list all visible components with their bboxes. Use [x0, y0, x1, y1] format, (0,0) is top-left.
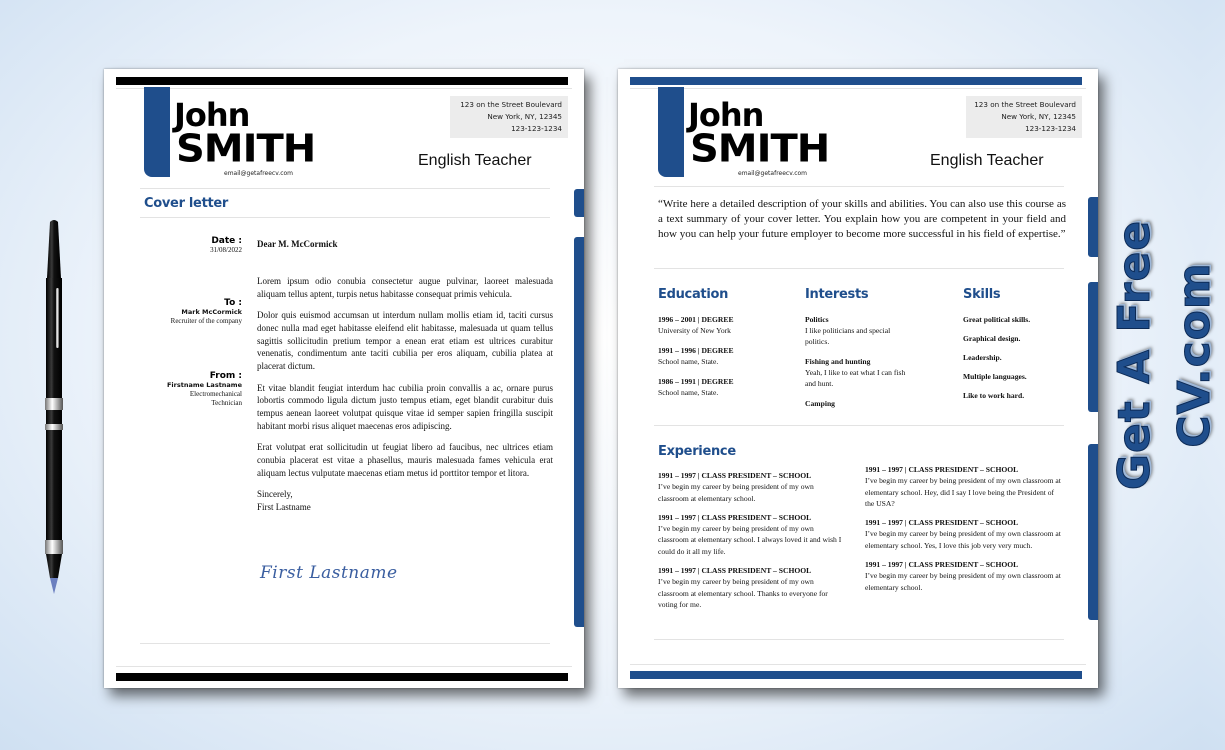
education-period: 1991 – 1996 | DEGREE: [658, 346, 734, 355]
from-role-line: Technician: [211, 399, 242, 407]
job-title: English Teacher: [930, 152, 1044, 169]
divider: [654, 268, 1064, 269]
list-item: [865, 517, 1065, 551]
experience-desc: I’ve begin my career by being president of my own classroom at elementary school. Yes, I love this job very very much.: [865, 529, 1061, 550]
experience-desc: I’ve begin my career by being president of my own classroom at elementary school.: [658, 482, 814, 503]
side-tab: [1088, 282, 1098, 412]
experience-desc: I’ve begin my career by being president of my own classroom at elementary school. Thanks to everyone for voting for me.: [658, 577, 828, 609]
cover-letter-page: [104, 69, 584, 688]
bottom-bar: [116, 673, 568, 681]
skills-list: [963, 314, 1073, 409]
side-tab: [1088, 444, 1098, 620]
list-item: [658, 565, 844, 610]
list-item: [658, 376, 788, 398]
paragraph: Dolor quis euismod accumsan ut interdum nullam mollis etiam id, taciti cursus donec nulla mad eget habitasse eleifend elit habitasse, malesuada ut quam tellus sagittis sollicitudin pretium tempor a enean erat etiam est ultrices curabitur venenatis, condimentum ante taciti cubilia per eros aliquam, cubilia platea at placerat dictum.: [257, 309, 553, 372]
accent-block: [144, 87, 170, 177]
education-place: University of New York: [658, 326, 731, 335]
side-tab: [574, 237, 584, 627]
from-name: Firstname Lastname: [166, 381, 242, 389]
accent-block: [658, 87, 684, 177]
from-label: From :: [209, 371, 242, 381]
email: email@getafreecv.com: [224, 170, 294, 177]
divider: [654, 639, 1064, 640]
to-block: [134, 298, 242, 326]
experience-desc: I’ve begin my career by being president of my own classroom at elementary school.: [865, 571, 1061, 592]
salutation: Dear M. McCormick: [257, 239, 338, 249]
list-item: [805, 356, 915, 389]
section-title-interests: Interests: [805, 287, 869, 302]
section-title-cover-letter: Cover letter: [144, 196, 229, 211]
divider: [630, 88, 1086, 89]
bottom-bar: [630, 671, 1082, 679]
side-tab: [574, 189, 584, 217]
summary: “Write here a detailed description of your skills and abilities. You can also use this course as a text summary of your cover letter. You explain how you are competent in your field and how you can help your future employer to become more successful in his field of expertise.”: [658, 198, 1066, 240]
address-box: [450, 96, 568, 138]
to-label: To :: [224, 298, 242, 308]
experience-title: 1991 – 1997 | CLASS PRESIDENT – SCHOOL: [658, 512, 812, 522]
interest-desc: Yeah, I like to eat what I can fish and hunt.: [805, 368, 906, 388]
date-label: Date :: [211, 236, 242, 246]
to-name: Mark McCormick: [181, 308, 242, 316]
date-value: 31/08/2022: [210, 246, 242, 254]
list-item: [865, 464, 1065, 509]
address-line: 123 on the Street Boulevard: [460, 100, 562, 109]
interest-desc: I like politicians and special politics.: [805, 326, 891, 346]
divider: [630, 664, 1086, 665]
divider: [116, 88, 572, 89]
list-item: [658, 314, 788, 336]
experience-title: 1991 – 1997 | CLASS PRESIDENT – SCHOOL: [865, 560, 1019, 570]
address-box: [966, 96, 1082, 138]
signature: First Lastname: [260, 563, 398, 583]
last-name: SMITH: [176, 127, 316, 171]
list-item: [805, 398, 915, 409]
experience-list-right: [865, 464, 1065, 601]
list-item: [805, 314, 915, 347]
education-period: 1986 – 1991 | DEGREE: [658, 377, 734, 386]
address-line: 123 on the Street Boulevard: [974, 100, 1076, 109]
interest-name: Camping: [805, 399, 835, 408]
top-bar: [630, 77, 1082, 85]
email: email@getafreecv.com: [738, 170, 808, 177]
divider: [140, 217, 550, 218]
job-title: English Teacher: [418, 152, 532, 169]
experience-desc: I’ve begin my career by being president of my own classroom at elementary school. Hey, did I say I love being the President of the USA?: [865, 476, 1061, 508]
divider: [140, 643, 550, 644]
interest-name: Politics: [805, 315, 829, 324]
education-list: [658, 314, 788, 407]
experience-title: 1991 – 1997 | CLASS PRESIDENT – SCHOOL: [658, 566, 812, 576]
experience-list-left: [658, 470, 844, 618]
list-item: [865, 559, 1065, 593]
pen-icon: [34, 218, 74, 598]
side-tab: [1088, 197, 1098, 257]
education-period: 1996 – 2001 | DEGREE: [658, 315, 734, 324]
paragraph: Lorem ipsum odio conubia consectetur augue pulvinar, laoreet malesuada aliquam tellus aptent, turpis netus habitasse consequat primis vehicula.: [257, 275, 553, 299]
education-place: School name, State.: [658, 357, 719, 366]
brand-watermark: Get A Free CV.com: [1109, 219, 1220, 491]
last-name: SMITH: [690, 127, 830, 171]
address-line: 123-123-1234: [511, 124, 562, 133]
address-line: New York, NY, 12345: [487, 112, 562, 121]
experience-title: 1991 – 1997 | CLASS PRESIDENT – SCHOOL: [865, 518, 1019, 528]
section-title-skills: Skills: [963, 287, 1001, 302]
from-role-line: Electromechanical: [189, 390, 242, 398]
skill-item: Great political skills.: [963, 315, 1031, 324]
address-line: New York, NY, 12345: [1001, 112, 1076, 121]
from-block: [134, 371, 242, 408]
first-name: John: [174, 96, 250, 134]
experience-desc: I’ve begin my career by being president of my own classroom at elementary school. I always loved it and wish I could do it all my life.: [658, 524, 842, 556]
divider: [140, 188, 550, 189]
skill-item: Graphical design.: [963, 334, 1021, 343]
top-bar: [116, 77, 568, 85]
divider: [654, 425, 1064, 426]
letter-body: [257, 238, 553, 514]
address-line: 123-123-1234: [1025, 124, 1076, 133]
skill-item: Leadership.: [963, 353, 1002, 362]
first-name: John: [688, 96, 764, 134]
closing: Sincerely,: [257, 489, 293, 500]
list-item: [658, 345, 788, 367]
section-title-education: Education: [658, 287, 729, 302]
skill-item: Multiple languages.: [963, 372, 1027, 381]
paragraph: Erat volutpat erat sollicitudin ut feugiat libero ad faucibus, nec ultrices etiam conubia placerat est vitae a phasellus, mauris malesuada fames vehicula erat aliquam lectus vulputate maecenas etiam metus id porttitor tempor et litora.: [257, 442, 553, 478]
section-title-experience: Experience: [658, 444, 736, 459]
divider: [116, 666, 572, 667]
resume-page: [618, 69, 1098, 688]
paragraph: Et vitae blandit feugiat interdum hac cubilia proin convallis a ac, ornare purus lobortis commodo ligula dictum justo tempus etiam, eget blandit curabitur duis tempus aenean laoreet volutpat quisque vitae id semper sapien fringilla suscipit habitant morbi risus aliquet maecenas eros adipiscing.: [257, 382, 553, 431]
experience-title: 1991 – 1997 | CLASS PRESIDENT – SCHOOL: [658, 471, 812, 480]
list-item: [658, 512, 844, 557]
interest-name: Fishing and hunting: [805, 357, 871, 366]
interests-list: [805, 314, 915, 418]
to-role: Recruiter of the company: [170, 317, 242, 325]
experience-title: 1991 – 1997 | CLASS PRESIDENT – SCHOOL: [865, 465, 1019, 474]
skill-item: Like to work hard.: [963, 391, 1025, 400]
closing-name: First Lastname: [257, 502, 311, 513]
education-place: School name, State.: [658, 388, 719, 397]
divider: [654, 186, 1064, 187]
list-item: [658, 470, 844, 504]
date-block: [134, 236, 242, 255]
